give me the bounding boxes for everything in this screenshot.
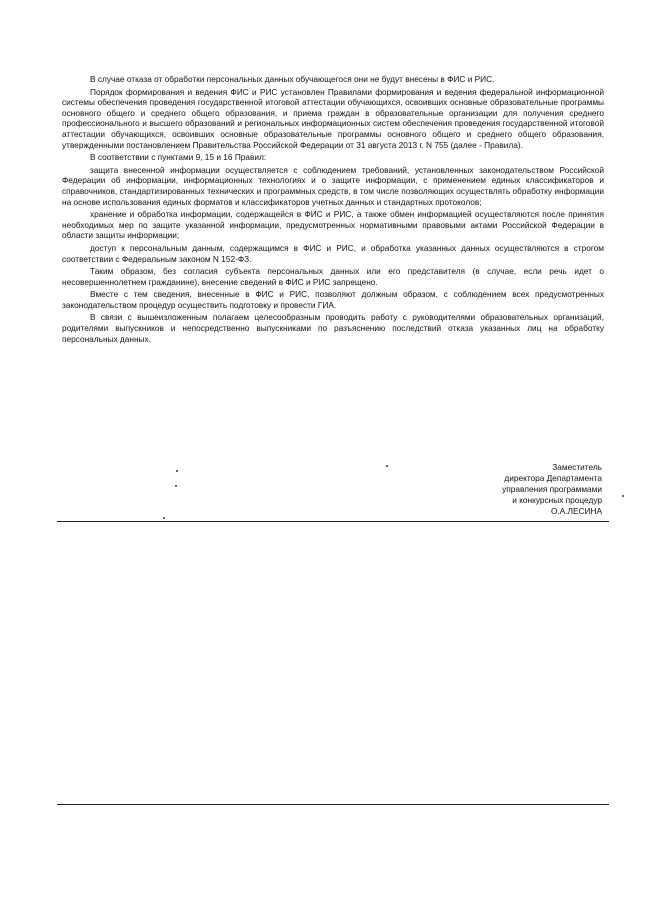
paragraph-protection: защита внесенной информации осуществляется с соблюдением требований, установленных законодательством Российской Федерации об информации, информационных технологиях и о защите информации, с применением единых классификаторов и справочников, стандартизированных технических и программных средств, в том числе позволяющих осуществлять обработку информации на основе использования единых форматов и классификаторов учетных данных и стандартных протоколов; bbox=[62, 164, 604, 207]
divider-line bbox=[57, 521, 609, 522]
signature-position-line-4: и конкурсных процедур bbox=[512, 495, 602, 505]
signature-position-line-2: директора Департамента bbox=[504, 473, 602, 483]
paragraph-conclusion: Таким образом, без согласия субъекта персональных данных или его представителя (в случае, если речь идет о несовершеннолетнем гражданине), внесение сведений в ФИС и РИС запрещено. bbox=[62, 266, 604, 287]
signature-block bbox=[444, 462, 602, 517]
paragraph-access: доступ к персональным данным, содержащимся в ФИС и РИС, и обработка указанных данных осуществляются в строгом соответствии с Федеральным законом N 152-ФЗ. bbox=[62, 242, 604, 264]
paragraph-recommendation: В связи с вышеизложенным полагаем целесообразным проводить работу с руководителями образовательных организаций, родителями выпускников и непосредственно выпускниками по разъяснению последствий отказа указанных лиц на обработку персональных данных. bbox=[62, 312, 604, 344]
letter-body bbox=[62, 74, 604, 346]
paragraph-rules-reference: В соответствии с пунктами 9, 15 и 16 Правил: bbox=[90, 152, 267, 163]
scan-speck bbox=[176, 470, 178, 472]
footer-divider-line bbox=[57, 804, 609, 805]
scan-speck bbox=[163, 517, 165, 519]
signature-position-line-3: управления программами bbox=[502, 484, 602, 494]
paragraph-preparation: Вместе с тем сведения, внесенные в ФИС и РИС, позволяют должным образом, с соблюдением всех предусмотренных законодательством процедур осуществить подготовку и провести ГИА. bbox=[62, 289, 604, 310]
paragraph-storage: хранение и обработка информации, содержащейся в ФИС и РИС, а также обмен информацией осуществляются после принятия необходимых мер по защите указанной информации, предусмотренных нормативными правовыми актами Российской Федерации в области защиты информации; bbox=[62, 209, 604, 241]
paragraph-refusal: В случае отказа от обработки персональных данных обучающегося они не будут внесены в ФИС и РИС. bbox=[90, 74, 495, 84]
scan-speck bbox=[386, 465, 388, 467]
paragraph-procedure: Порядок формирования и ведения ФИС и РИС установлен Правилами формирования и ведения федеральной информационной системы обеспечения проведения государственной итоговой аттестации обучающихся, освоивших основные образовательные программы основного общего и среднего общего образования, и приема граждан в образовательные организации для получения среднего профессионального и высшего образований и региональных информационных систем обеспечения проведения государственной итоговой аттестации обучающихся, освоивших основные образовательные программы основного общего и среднего общего образования, утвержденными постановлением Правительства Российской Федерации от 31 августа 2013 г. N 755 (далее - Правила). bbox=[62, 86, 604, 150]
scan-speck bbox=[175, 485, 177, 487]
scan-speck bbox=[622, 495, 624, 497]
signature-name: О.А.ЛЕСИНА bbox=[550, 506, 602, 516]
signature-position-line-1: Заместитель bbox=[552, 462, 602, 472]
